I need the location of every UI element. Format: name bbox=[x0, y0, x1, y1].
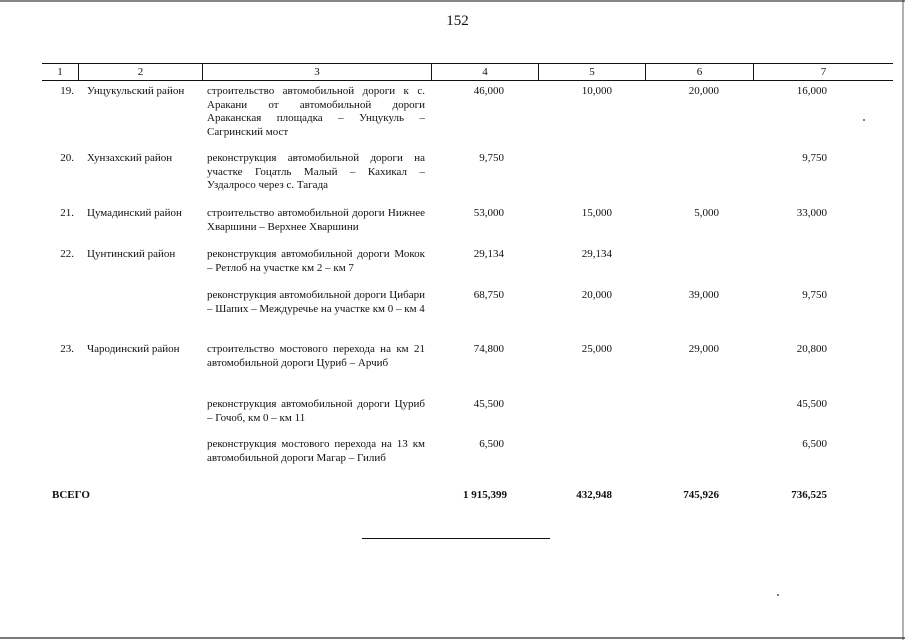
district-name: Хунзахский район bbox=[87, 152, 173, 164]
work-description: реконструкция мостового перехода на 13 км автомобильной дороги Магар – Гилиб bbox=[207, 438, 425, 464]
district-name: Унцукульский район bbox=[87, 85, 185, 97]
total-col-5: 432,948 bbox=[576, 489, 612, 501]
work-description: реконструкция автомобильной дороги Мокок – Ретлоб на участке км 2 – км 7 bbox=[207, 248, 425, 274]
column-header-3: 3 bbox=[202, 64, 431, 80]
work-description: строительство автомобильной дороги Нижнее Хваршини – Верхнее Хваршини bbox=[207, 207, 425, 233]
column-header-1: 1 bbox=[57, 66, 63, 78]
district-name: Цумадинский район bbox=[87, 207, 182, 219]
value-col-7: 33,000 bbox=[796, 207, 827, 219]
scan-edge-right bbox=[902, 0, 904, 640]
table-header bbox=[42, 63, 893, 81]
value-col-7: 9,750 bbox=[802, 289, 827, 301]
value-col-5: 15,000 bbox=[581, 207, 612, 219]
work-description: реконструкция автомобильной дороги на участке Гоцатль Малый – Кахикал – Уздалросо через с. Тагада bbox=[207, 152, 425, 191]
scan-edge-bottom bbox=[0, 637, 905, 639]
value-col-5: 20,000 bbox=[581, 289, 612, 301]
column-header-6: 6 bbox=[645, 64, 753, 80]
value-col-6: 5,000 bbox=[694, 207, 719, 219]
row-number: 19. bbox=[60, 85, 74, 97]
value-col-5: 29,134 bbox=[581, 248, 612, 260]
page-number: 152 bbox=[446, 13, 469, 29]
total-col-7: 736,525 bbox=[791, 489, 827, 501]
value-col-4: 53,000 bbox=[473, 207, 504, 219]
value-col-4: 74,800 bbox=[473, 343, 504, 355]
row-number: 20. bbox=[60, 152, 74, 164]
column-header-5: 5 bbox=[538, 64, 645, 80]
value-col-6: 39,000 bbox=[688, 289, 719, 301]
value-col-4: 68,750 bbox=[473, 289, 504, 301]
district-name: Чародинский район bbox=[87, 343, 180, 355]
value-col-7: 16,000 bbox=[796, 85, 827, 97]
work-description: строительство автомобильной дороги к с. Аракани от автомобильной дороги Араканская площадка – Унцукуль – Сагринский мост bbox=[207, 85, 425, 138]
scan-edge-top bbox=[0, 0, 905, 2]
value-col-4: 29,134 bbox=[473, 248, 504, 260]
value-col-4: 9,750 bbox=[479, 152, 504, 164]
total-col-4: 1 915,399 bbox=[463, 489, 507, 501]
row-number: 23. bbox=[60, 343, 74, 355]
value-col-6: 20,000 bbox=[688, 85, 719, 97]
scan-speck bbox=[777, 594, 779, 596]
value-col-5: 10,000 bbox=[581, 85, 612, 97]
value-col-6: 29,000 bbox=[688, 343, 719, 355]
column-header-2: 2 bbox=[78, 64, 202, 80]
scan-speck bbox=[863, 119, 865, 121]
row-number: 22. bbox=[60, 248, 74, 260]
total-col-6: 745,926 bbox=[683, 489, 719, 501]
value-col-4: 45,500 bbox=[473, 398, 504, 410]
work-description: реконструкция автомобильной дороги Цуриб – Гочоб, км 0 – км 11 bbox=[207, 398, 425, 424]
district-name: Цунтинский район bbox=[87, 248, 176, 260]
work-description: строительство мостового перехода на км 21 автомобильной дороги Цуриб – Арчиб bbox=[207, 343, 425, 369]
value-col-7: 20,800 bbox=[796, 343, 827, 355]
value-col-5: 25,000 bbox=[581, 343, 612, 355]
value-col-4: 46,000 bbox=[473, 85, 504, 97]
value-col-7: 45,500 bbox=[796, 398, 827, 410]
row-number: 21. bbox=[60, 207, 74, 219]
work-description: реконструкция автомобильной дороги Цибари – Шапих – Междуречье на участке км 0 – км 4 bbox=[207, 289, 425, 315]
value-col-7: 6,500 bbox=[802, 438, 827, 450]
value-col-4: 6,500 bbox=[479, 438, 504, 450]
closing-rule bbox=[362, 538, 550, 539]
column-header-7: 7 bbox=[753, 64, 893, 80]
column-header-4: 4 bbox=[431, 64, 538, 80]
value-col-7: 9,750 bbox=[802, 152, 827, 164]
total-label: ВСЕГО bbox=[52, 489, 90, 501]
